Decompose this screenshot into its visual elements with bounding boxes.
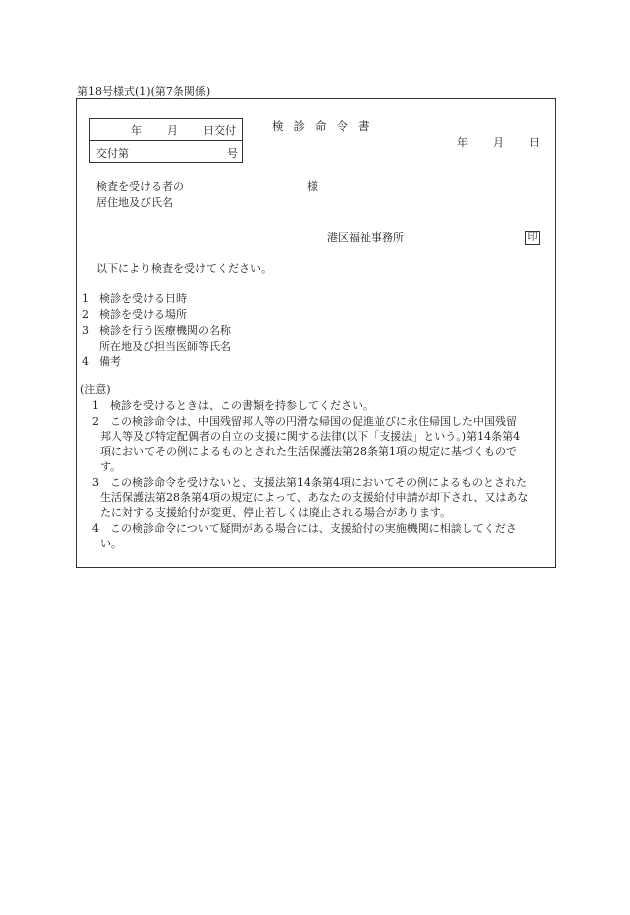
date-year-label: 年 bbox=[457, 136, 468, 149]
item-label: 検診を行う医療機関の名称 bbox=[99, 324, 231, 337]
notes-heading: (注意) bbox=[80, 383, 111, 396]
issue-day-label: 日交付 bbox=[203, 124, 236, 137]
note-line: たに対する支援給付が変更、停止若しくは廃止される場合があります。 bbox=[100, 506, 452, 519]
document-title: 検診命令書 bbox=[272, 119, 380, 133]
item-number: 1 bbox=[82, 292, 89, 305]
note-line: 1 検診を受けるときは、この書類を持参してください。 bbox=[92, 399, 374, 412]
form-number: 第18号様式(1)(第7条関係) bbox=[77, 85, 211, 98]
note-line: い。 bbox=[100, 537, 122, 550]
issue-number-prefix: 交付第 bbox=[96, 147, 129, 160]
item-label: 所在地及び担当医師等氏名 bbox=[99, 340, 231, 353]
recipient-label-line2: 居住地及び氏名 bbox=[96, 196, 173, 209]
issuer-name: 港区福祉事務所 bbox=[327, 231, 404, 244]
date-day-label: 日 bbox=[529, 136, 540, 149]
date-month-label: 月 bbox=[493, 136, 504, 149]
issue-year-label: 年 bbox=[131, 124, 142, 137]
item-number: 2 bbox=[82, 308, 89, 321]
note-line: す。 bbox=[100, 460, 122, 473]
item-number: 4 bbox=[82, 355, 89, 368]
note-line: 4 この検診命令について疑問がある場合には、支援給付の実施機関に相談してくださ bbox=[92, 522, 517, 535]
issue-month-label: 月 bbox=[167, 124, 178, 137]
note-line: 3 この検診命令を受けないと、支援法第14条第4項においてその例によるものとされた bbox=[92, 476, 527, 489]
note-line: 2 この検診命令は、中国残留邦人等の円滑な帰国の促進並びに永住帰国した中国残留 bbox=[92, 415, 517, 428]
recipient-label-line1: 検査を受ける者の bbox=[96, 180, 184, 193]
note-line: 項においてその例によるものとされた生活保護法第28条第1項の規定に基づくもので bbox=[100, 445, 517, 458]
item-label: 検診を受ける日時 bbox=[99, 292, 187, 305]
note-line: 邦人等及び特定配偶者の自立の支援に関する法律(以下「支援法」という。)第14条第4 bbox=[100, 430, 521, 443]
intro-text: 以下により検査を受けてください。 bbox=[96, 262, 272, 275]
item-label: 備考 bbox=[99, 355, 121, 368]
issue-box-divider bbox=[90, 140, 242, 141]
seal-mark: 印 bbox=[525, 231, 540, 245]
item-label: 検診を受ける場所 bbox=[99, 308, 187, 321]
recipient-honorific: 様 bbox=[307, 180, 318, 193]
note-line: 生活保護法第28条第4項の規定によって、あなたの支援給付申請が却下され、又はあな bbox=[100, 491, 529, 504]
item-number: 3 bbox=[82, 324, 89, 337]
issue-number-suffix: 号 bbox=[227, 147, 238, 160]
